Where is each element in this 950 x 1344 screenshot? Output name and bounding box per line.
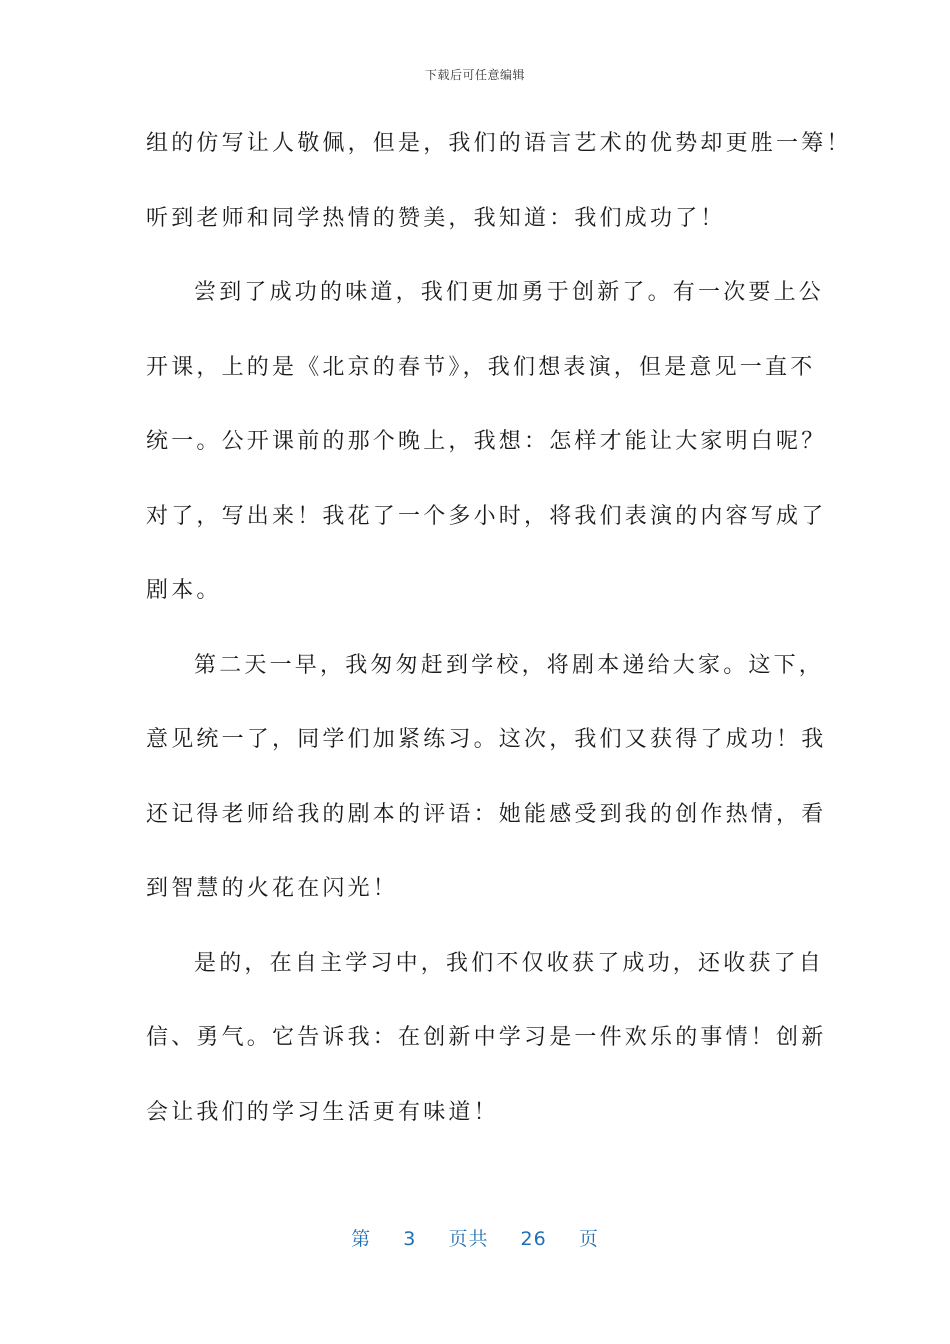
text-line: 意见统一了，同学们加紧练习。这次，我们又获得了成功！我 — [146, 727, 827, 752]
total-pages-number: 26 — [520, 1228, 547, 1250]
paragraph-start-line: 第二天一早，我匆匆赶到学校，将剧本递给大家。这下， — [194, 652, 825, 678]
text-line: 会让我们的学习生活更有味道！ — [146, 1099, 499, 1125]
text-line: 统一。公开课前的那个晚上，我想：怎样才能让大家明白呢？ — [146, 429, 827, 454]
text-line: 到智慧的火花在闪光！ — [146, 876, 399, 901]
text-line: 信、勇气。它告诉我：在创新中学习是一件欢乐的事情！创新 — [146, 1025, 827, 1050]
page-header: 下载后可任意编辑 — [424, 68, 525, 82]
paragraph-start-line: 尝到了成功的味道，我们更加勇于创新了。有一次要上公 — [194, 280, 825, 305]
text-line: 听到老师和同学热情的赞美，我知道：我们成功了！ — [146, 205, 726, 231]
current-page-number: 3 — [403, 1228, 417, 1250]
paragraph-start-line: 是的，在自主学习中，我们不仅收获了成功，还收获了自 — [194, 950, 825, 976]
document-body — [146, 118, 852, 1161]
text-line: 对了，写出来！我花了一个多小时，将我们表演的内容写成了 — [146, 503, 827, 529]
text-line: 剧本。 — [146, 578, 222, 603]
text-line: 组的仿写让人敬佩，但是，我们的语言艺术的优势却更胜一筹！ — [146, 131, 852, 156]
footer-middle: 页共 — [448, 1228, 489, 1250]
text-line: 开课，上的是《北京的春节》，我们想表演，但是意见一直不 — [146, 354, 816, 380]
footer-suffix: 页 — [578, 1228, 599, 1250]
page-footer — [0, 1224, 950, 1251]
footer-prefix: 第 — [351, 1228, 372, 1250]
text-line: 还记得老师给我的剧本的评语：她能感受到我的创作热情，看 — [146, 801, 827, 827]
